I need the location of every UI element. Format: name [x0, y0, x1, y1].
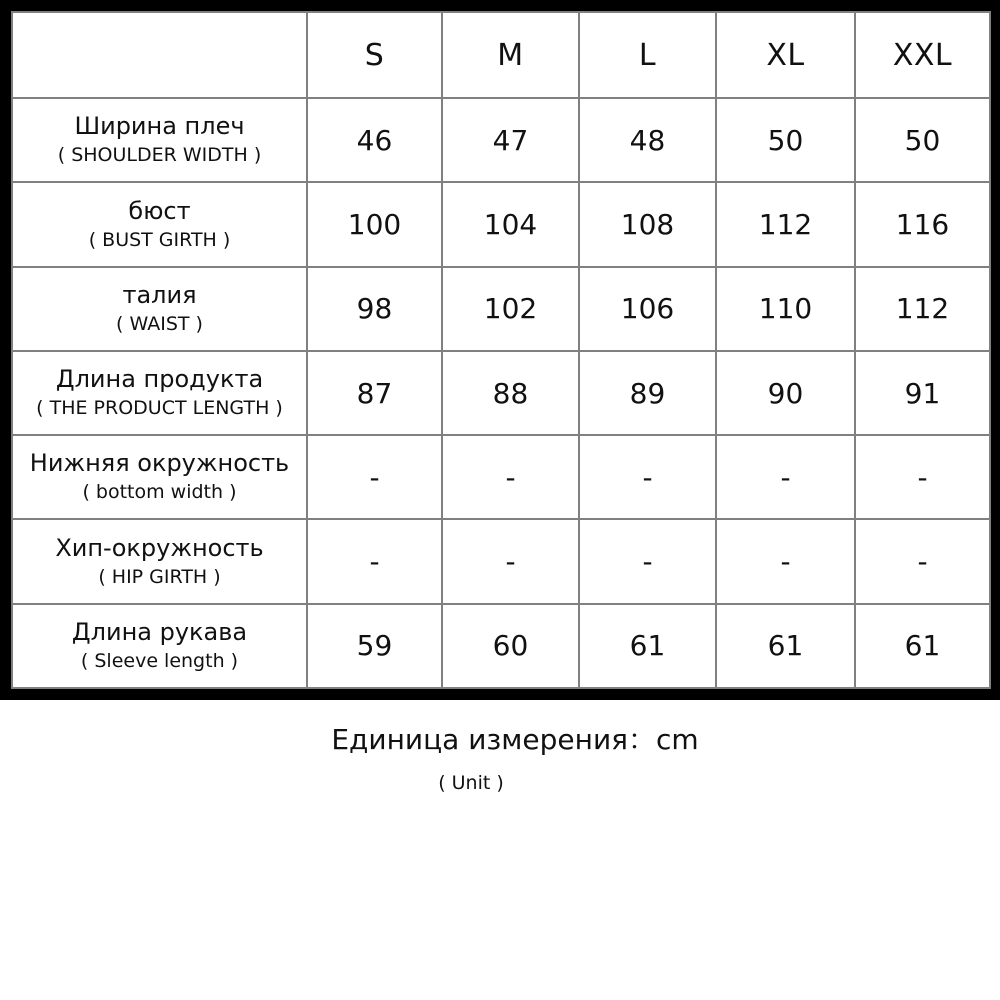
row-label-english: ( bottom width ) — [82, 481, 237, 504]
table-row — [12, 267, 990, 351]
table-cell: 46 — [307, 98, 442, 182]
row-label-russian: талия — [122, 280, 197, 309]
table-cell: 106 — [579, 267, 716, 351]
table-cell: 61 — [855, 604, 990, 688]
row-label-cell — [12, 519, 307, 603]
unit-note-english: ( Unit ) — [438, 772, 504, 794]
table-cell: - — [579, 519, 716, 603]
table-row — [12, 182, 990, 266]
table-row — [12, 604, 990, 688]
row-label-cell — [12, 351, 307, 435]
table-cell: 104 — [442, 182, 579, 266]
table-cell: 91 — [855, 351, 990, 435]
row-label-cell — [12, 182, 307, 266]
table-cell: 50 — [855, 98, 990, 182]
table-cell: 88 — [442, 351, 579, 435]
table-cell: 112 — [716, 182, 855, 266]
table-cell: - — [716, 435, 855, 519]
table-cell: 90 — [716, 351, 855, 435]
row-label-russian: Ширина плеч — [74, 112, 245, 141]
table-row — [12, 98, 990, 182]
row-label-cell — [12, 604, 307, 688]
table-cell: - — [855, 435, 990, 519]
table-row — [12, 519, 990, 603]
table-cell: 87 — [307, 351, 442, 435]
table-cell: 59 — [307, 604, 442, 688]
size-header-s: S — [307, 12, 442, 98]
row-label-cell — [12, 267, 307, 351]
table-cell: - — [855, 519, 990, 603]
table-cell: - — [307, 435, 442, 519]
table-cell: 100 — [307, 182, 442, 266]
size-chart-table — [11, 11, 991, 689]
table-cell: 116 — [855, 182, 990, 266]
table-cell: 112 — [855, 267, 990, 351]
size-header-row — [12, 12, 990, 98]
row-label-english: ( SHOULDER WIDTH ) — [57, 144, 262, 167]
table-cell: - — [442, 435, 579, 519]
table-cell: 61 — [716, 604, 855, 688]
row-label-english: ( BUST GIRTH ) — [88, 228, 231, 251]
size-header-xxl: XXL — [855, 12, 990, 98]
unit-note-russian: Единица измерения：cm — [331, 723, 699, 756]
table-cell: - — [307, 519, 442, 603]
table-cell: 98 — [307, 267, 442, 351]
size-header-m: M — [442, 12, 579, 98]
row-label-russian: Хип-окружность — [55, 533, 264, 562]
table-cell: - — [716, 519, 855, 603]
row-label-cell — [12, 435, 307, 519]
table-cell: 89 — [579, 351, 716, 435]
row-label-english: ( WAIST ) — [116, 312, 203, 335]
row-label-english: ( HIP GIRTH ) — [98, 565, 221, 588]
row-label-cell — [12, 98, 307, 182]
row-label-english: ( Sleeve length ) — [80, 649, 239, 672]
table-row — [12, 435, 990, 519]
size-header-l: L — [579, 12, 716, 98]
row-label-russian: бюст — [128, 196, 191, 225]
table-cell: 47 — [442, 98, 579, 182]
row-label-russian: Длина продукта — [55, 365, 264, 394]
table-cell: 60 — [442, 604, 579, 688]
table-cell: 50 — [716, 98, 855, 182]
size-header-xl: XL — [716, 12, 855, 98]
header-corner-cell — [12, 12, 307, 98]
table-cell: - — [579, 435, 716, 519]
row-label-russian: Длина рукава — [71, 617, 248, 646]
table-cell: 110 — [716, 267, 855, 351]
table-row — [12, 351, 990, 435]
table-cell: - — [442, 519, 579, 603]
row-label-english: ( THE PRODUCT LENGTH ) — [36, 397, 283, 420]
table-cell: 102 — [442, 267, 579, 351]
table-cell: 61 — [579, 604, 716, 688]
row-label-russian: Нижняя окружность — [29, 449, 290, 478]
table-cell: 108 — [579, 182, 716, 266]
table-cell: 48 — [579, 98, 716, 182]
